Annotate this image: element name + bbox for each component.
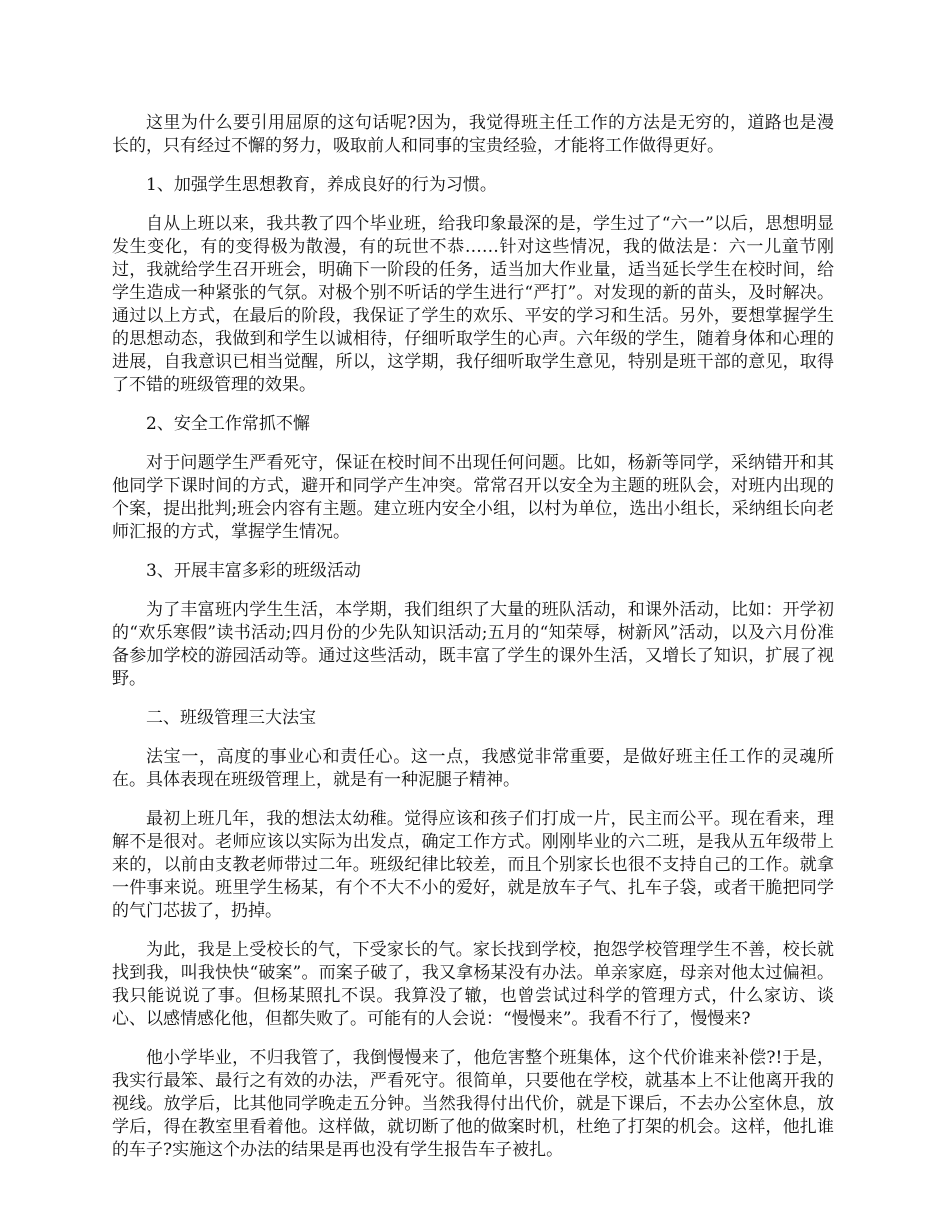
- paragraph-activities: 为了丰富班内学生生活，本学期，我们组织了大量的班队活动，和课外活动，比如：开学初的“欢乐寒假”读书活动;四月份的少先队知识活动;五月的“知荣辱，树新风”活动，以及六月份准备参加学校的游园活动等。通过这些活动，既丰富了学生的课外生活，又增长了知识，扩展了视野。: [112, 600, 834, 689]
- document-page: [112, 112, 834, 1178]
- paragraph-treasure-one: 法宝一，高度的事业心和责任心。这一点，我感觉非常重要，是做好班主任工作的灵魂所在。具体表现在班级管理上，就是有一种泥腿子精神。: [112, 747, 834, 790]
- paragraph-strict-watch: 他小学毕业，不归我管了，我倒慢慢来了，他危害整个班集体，这个代价谁来补偿?!于是，我实行最笨、最行之有效的办法，严看死守。很简单，只要他在学校，就基本上不让他离开我的视线。放学后，比其他同学晚走五分钟。当然我得付出代价，就是下课后，不去办公室休息，放学后，得在教室里看着他。这样做，就切断了他的做案时机，杜绝了打架的机会。这样，他扎谁的车子?实施这个办法的结果是再也没有学生报告车子被扎。: [112, 1048, 834, 1160]
- paragraph-intro: 这里为什么要引用屈原的这句话呢?因为，我觉得班主任工作的方法是无穷的，道路也是漫长的，只有经过不懈的努力，吸取前人和同事的宝贵经验，才能将工作做得更好。: [112, 113, 834, 156]
- section-heading-safety: 2、安全工作常抓不懈: [146, 414, 310, 434]
- paragraph-thought-education: 自从上班以来，我共教了四个毕业班，给我印象最深的是，学生过了“六一”以后，思想明显发生变化，有的变得极为散漫，有的玩世不恭……针对这些情况，我的做法是：六一儿童节刚过，我就给学生召开班会，明确下一阶段的任务，适当加大作业量，适当延长学生在校时间，给学生造成一种紧张的气氛。对极个别不听话的学生进行“严打”。对发现的新的苗头，及时解决。通过以上方式，在最后的阶段，我保证了学生的欢乐、平安的学习和生活。另外，要想掌握学生的思想动态，我做到和学生以诚相待，仔细听取学生的心声。六年级的学生，随着身体和心理的进展，自我意识已相当觉醒，所以，这学期，我仔细听取学生意见，特别是班干部的意见，取得了不错的班级管理的效果。: [112, 214, 834, 395]
- paragraph-safety: 对于问题学生严看死守，保证在校时间不出现任何问题。比如，杨新等同学，采纳错开和其他同学下课时间的方式，避开和同学产生冲突。常常召开以安全为主题的班队会，对班内出现的个案，提出批判;班会内容有主题。建立班内安全小组，以村为单位，选出小组长，采纳组长向老师汇报的方式，掌握学生情况。: [112, 453, 834, 542]
- paragraph-pressure: 为此，我是上受校长的气，下受家长的气。家长找到学校，抱怨学校管理学生不善，校长就找到我，叫我快快“破案”。而案子破了，我又拿杨某没有办法。单亲家庭，母亲对他太过偏袒。我只能说说了事。但杨某照扎不误。我算没了辙，也曾尝试过科学的管理方式，什么家访、谈心、以感情感化他，但都失败了。可能有的人会说：“慢慢来”。我看不行了，慢慢来?: [112, 940, 834, 1029]
- paragraph-early-years: 最初上班几年，我的想法太幼稚。觉得应该和孩子们打成一片，民主而公平。现在看来，理解不是很对。老师应该以实际为出发点，确定工作方式。刚刚毕业的六二班，是我从五年级带上来的，以前由支教老师带过二年。班级纪律比较差，而且个别家长也很不支持自己的工作。就拿一件事来说。班里学生杨某，有个不大不小的爱好，就是放车子气、扎车子袋，或者干脆把同学的气门芯拔了，扔掉。: [112, 809, 834, 921]
- section-heading-thought-education: 1、加强学生思想教育，养成良好的行为习惯。: [146, 175, 497, 195]
- section-heading-three-treasures: 二、班级管理三大法宝: [146, 708, 316, 728]
- section-heading-activities: 3、开展丰富多彩的班级活动: [146, 561, 361, 581]
